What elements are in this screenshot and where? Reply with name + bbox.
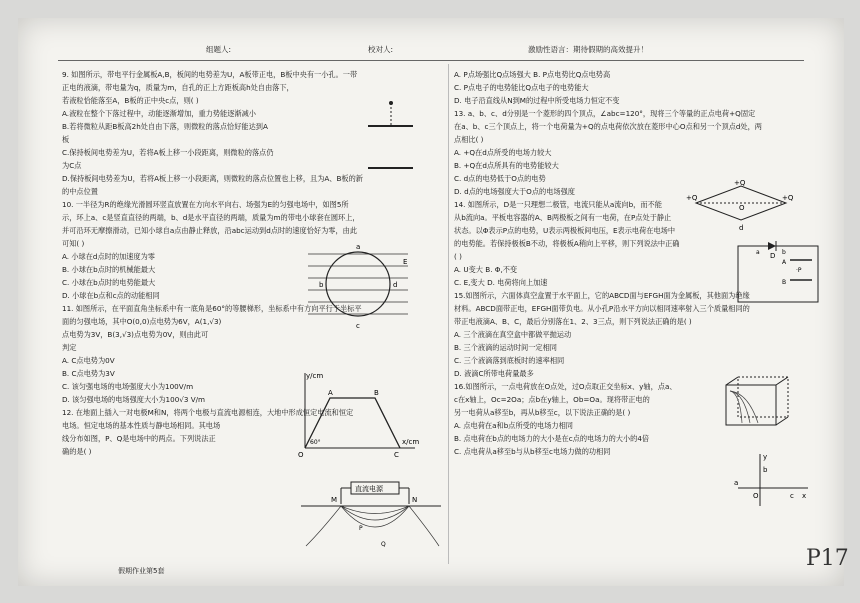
fig11-label-x: x/cm <box>402 438 420 446</box>
text-line: D.保持板间电势差为U，若将A板上移一小段距离，则微粒的落点位置也上移，且为A、B板的新 <box>62 174 363 183</box>
text-line: 判定 <box>62 343 77 352</box>
fig14-label-a: a <box>756 249 760 256</box>
text-line: 示，环上a、c是竖直直径的两端，b、d是水平直径的两端，质量为m的带电小球套在圆环上， <box>62 213 360 222</box>
text-line: C. E,变大 D. 电荷将向上加速 <box>454 278 548 287</box>
page-header <box>58 38 804 61</box>
text-line: 可知( ) <box>62 239 85 248</box>
text-line: B. +Q在d点所具有的电势能较大 <box>454 161 559 170</box>
text-line: C.保持板间电势差为U，若将A板上移一小段距离，则微粒的落点仍 <box>62 148 274 157</box>
fig13-label-q2: +Q <box>734 179 746 187</box>
text-line: B. 小球在b点时的机械能最大 <box>62 265 156 274</box>
fig16-label-y: y <box>763 453 768 461</box>
text-line: B.若将微粒从距B板高2h处自由下落，则微粒的落点恰好能达到A <box>62 122 268 131</box>
text-line: 状态。以Φ表示P点的电势，U表示两极板间电压，E表示电荷在电场中 <box>454 226 676 235</box>
text-line: 为C点 <box>62 161 82 170</box>
text-line: c在x轴上，Oc=2Oa；点b在y轴上，Ob=Oa。现将带正电的 <box>454 395 650 404</box>
checker-label: 校对人: <box>368 45 394 54</box>
fig11-label-y: y/cm <box>306 372 324 380</box>
fig16-label-o: O <box>753 492 759 500</box>
setter-label: 组题人: <box>206 45 232 54</box>
text-line: 确的是( ) <box>62 447 92 456</box>
fig14-label-plate-a: A <box>782 259 787 266</box>
figure-q13-rhombus <box>686 178 796 238</box>
text-line: C. 小球在b点时的电势能最大 <box>62 278 156 287</box>
text-line: ( ) <box>454 252 462 261</box>
text-line: 9. 如图所示，带电平行金属板A,B，板间的电势差为U，A板带正电，B板中央有一小孔。一带 <box>62 70 358 79</box>
fig10-label-a: a <box>356 243 361 251</box>
text-line: 点相比( ) <box>454 135 484 144</box>
text-line: 并可沿环无摩擦滑动，已知小球自a点由静止释放，沿abc运动到d点时的速度恰好为零，由此 <box>62 226 358 235</box>
text-line: 15.如图所示，六面体真空盒置于水平面上，它的ABCD面与EFGH面为金属板，其他面为绝缘 <box>454 291 750 300</box>
page-mark: P17 <box>806 546 849 571</box>
text-line: 板 <box>62 135 70 144</box>
column-divider <box>448 64 449 564</box>
fig11-label-a: A <box>328 389 333 397</box>
fig13-label-q1: +Q <box>686 194 698 202</box>
fig12-label-source: 直流电源 <box>355 485 383 493</box>
text-line: 11. 如图所示，在平面直角坐标系中有一底角是60°的等腰梯形，坐标系中有方向平行于坐标平 <box>62 304 362 313</box>
text-line: C. 该匀强电场的电场强度大小为100V/m <box>62 382 194 391</box>
fig14-label-d: D <box>770 252 776 260</box>
text-line: D. 电子沿直线从N到M的过程中所受电场力恒定不变 <box>454 96 620 105</box>
fig16-label-a: a <box>734 479 739 487</box>
fig13-label-d: d <box>739 224 744 232</box>
fig16-label-c: c <box>790 492 794 500</box>
text-line: 在a、b、c三个顶点上，将一个电荷量为+Q的点电荷依次放在菱形中心O点和另一个顶点d处，两 <box>454 122 762 131</box>
fig14-label-plate-b: B <box>782 279 787 286</box>
fig11-label-c: C <box>394 451 399 458</box>
text-line: 13. a、b、c、d分别是一个菱形的四个顶点，∠abc=120°，现将三个等量的正点电荷+Q固定 <box>454 109 756 118</box>
text-line: 另一电荷从a移至b，再从b移至c，以下说法正确的是( ) <box>454 408 631 417</box>
text-line: D. 液滴C所带电荷量最多 <box>454 369 534 378</box>
text-line: A. +Q在d点所受的电场力较大 <box>454 148 552 157</box>
text-line: 从b流向a。平板电容器的A、B两极板之间有一电荷，在P点处于静止 <box>454 213 672 222</box>
fig14-label-p: ·P <box>796 267 802 274</box>
figure-q9-plates <box>363 98 423 178</box>
fig11-label-angle: 60° <box>310 439 321 446</box>
figure-q15-box <box>718 373 798 433</box>
fig10-label-b: b <box>319 281 324 289</box>
text-line: B. C点电势为3V <box>62 369 115 378</box>
text-line: A.液粒在整个下落过程中，动能逐渐增加，重力势能逐渐减小 <box>62 109 256 118</box>
text-line: 电场。恒定电场的基本性质与静电场相同。其电场 <box>62 421 221 430</box>
text-line: A. 三个液滴在真空盒中都做平抛运动 <box>454 330 572 339</box>
exam-sheet <box>18 18 849 586</box>
fig12-label-n: N <box>412 496 418 504</box>
text-line: 14. 如图所示，D是一只理想二极管，电流只能从a流向b，而不能 <box>454 200 662 209</box>
fig11-label-b: B <box>374 389 379 397</box>
text-line: 若液粒恰能落至A，B板的正中央c点，则( ) <box>62 96 199 105</box>
text-line: A. C点电势为0V <box>62 356 115 365</box>
fig13-label-o: O <box>739 204 745 212</box>
fig13-label-q3: +Q <box>782 194 794 202</box>
text-line: 10. 一半径为R的绝缘光滑圆环竖直放置在方向水平向右、场强为E的匀强电场中，如图5所 <box>62 200 349 209</box>
text-line: 12. 在地面上插入一对电极M和N，将两个电极与直流电源相连，大地中形成恒定电流和恒定 <box>62 408 354 417</box>
text-line: 16.如图所示，一点电荷放在O点处，过O点取正交坐标x、y轴，点a、 <box>454 382 677 391</box>
text-line: 的中点位置 <box>62 187 98 196</box>
fig10-label-c: c <box>356 322 360 330</box>
text-line: C. P点电子的电势能比Q点电子的电势能大 <box>454 83 589 92</box>
text-line: A. 点电荷在a和b点所受的电场力相同 <box>454 421 573 430</box>
footer-text: 假期作业第5套 <box>118 567 165 575</box>
text-line: D. 小球在b点和c点的动能相同 <box>62 291 160 300</box>
text-line: C. 三个液滴落到底板时的速率相同 <box>454 356 565 365</box>
text-line: B. 点电荷在b点的电场力的大小是在c点的电场力的大小的4倍 <box>454 434 650 443</box>
figure-q16-axes <box>730 450 810 510</box>
figure-q12-electrodes <box>301 476 441 556</box>
fig10-label-e: E <box>403 258 408 266</box>
figure-q10-ring <box>303 236 413 331</box>
text-line: B. 三个液滴的运动时间一定相同 <box>454 343 557 352</box>
text-line: C. d点的电势低于O点的电势 <box>454 174 546 183</box>
figure-q11-trapezoid <box>290 368 420 458</box>
text-line: 正电的液滴，带电量为q，质量为m，自孔的正上方距板高h处自由落下， <box>62 83 294 92</box>
fig16-label-b: b <box>763 466 768 474</box>
fig12-label-q: Q <box>381 541 386 548</box>
text-line: C. 点电荷从a移至b与从b移至c电场力做的功相同 <box>454 447 611 456</box>
text-line: A. 小球在d点时的加速度为零 <box>62 252 155 261</box>
fig12-label-p: P <box>359 525 363 532</box>
text-line: 线分布如图，P、Q是电场中的两点。下列说法正 <box>62 434 216 443</box>
text-line: 面的匀强电场，其中O(0,0)点电势为6V，A(1,√3) <box>62 317 222 326</box>
fig14-label-b: b <box>782 249 786 256</box>
text-line: D. 该匀强电场的电场强度大小为100√3 V/m <box>62 395 206 404</box>
text-line: D. d点的电场强度大于O点的电场强度 <box>454 187 575 196</box>
motto-text: 激励性语言：期待假期的高效提升！ <box>528 45 648 54</box>
fig12-label-m: M <box>331 496 338 504</box>
fig16-label-x: x <box>802 492 807 500</box>
text-line: A. U变大 B. Φ,不变 <box>454 265 518 274</box>
text-line: 材料。ABCD面带正电，EFGH面带负电。从小孔P沿水平方向以相同速率射入三个质量相同的 <box>454 304 750 313</box>
figure-q14-circuit <box>730 240 825 310</box>
text-line: A. P点场强比Q点场强大 B. P点电势比Q点电势高 <box>454 70 611 79</box>
fig11-label-o: O <box>298 451 304 458</box>
text-line: 带正电液滴A、B、C，最后分别落在1、2、3三点，则下列说法正确的是( ) <box>454 317 692 326</box>
text-line: 点电势为3V，B(3,√3)点电势为0V，则由此可 <box>62 330 209 339</box>
text-line: 的电势能。若保持极板B不动，将极板A稍向上平移，则下列说法中正确 <box>454 239 680 248</box>
fig10-label-d: d <box>393 281 398 289</box>
